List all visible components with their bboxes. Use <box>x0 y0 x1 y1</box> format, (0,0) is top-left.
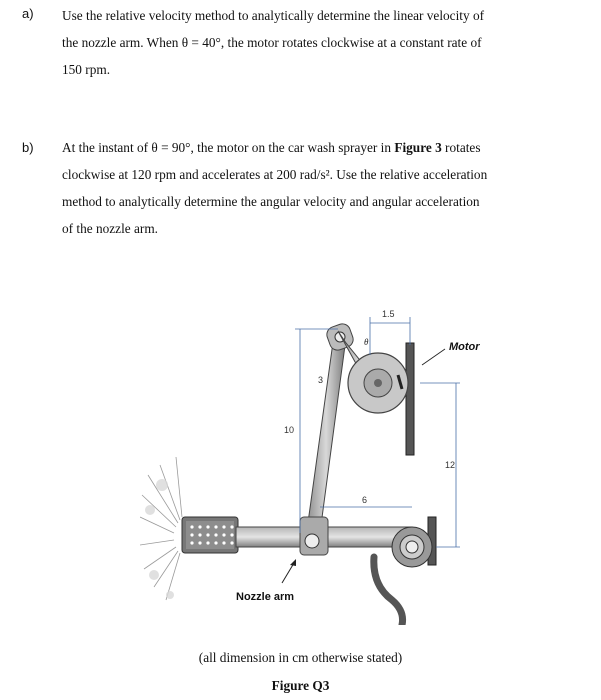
spray-lines <box>140 457 182 600</box>
figure-note: (all dimension in cm otherwise stated) <box>198 650 403 665</box>
part-a-line-2: the nozzle arm. When θ = 40°, the motor rotates clockwise at a constant rate of <box>62 35 482 50</box>
dim-1-5: 1.5 <box>382 309 395 319</box>
dim-10: 10 <box>284 425 295 435</box>
theta-symbol: θ <box>364 337 369 347</box>
part-b-line-4: of the nozzle arm. <box>62 221 158 236</box>
nozzle-arm-label: Nozzle arm <box>236 591 295 603</box>
part-b-text <box>62 134 562 242</box>
motor-leader <box>422 349 445 365</box>
figure-title: Figure Q3 <box>271 678 330 693</box>
lower-pivot <box>392 527 432 567</box>
motor-wheel <box>348 353 408 413</box>
part-a-text <box>62 2 562 83</box>
hose <box>374 557 403 625</box>
coupler-link <box>306 335 346 540</box>
spray-mist <box>145 479 174 599</box>
part-b-line-1-pre: At the instant of θ = 90°, the motor on the car wash sprayer in <box>62 140 395 155</box>
motor-plate <box>406 343 414 455</box>
motor-label: Motor <box>449 341 480 353</box>
part-a-line-3: 150 rpm. <box>62 62 111 77</box>
dim-12: 12 <box>445 460 456 470</box>
part-b-line-3: method to analytically determine the angular velocity and angular acceleration <box>62 194 480 209</box>
part-b-label: b) <box>22 140 34 155</box>
part-a-line-1: Use the relative velocity method to analytically determine the linear velocity of <box>62 8 485 23</box>
part-b-line-2: clockwise at 120 rpm and accelerates at 200 rad/s². Use the relative acceleration <box>62 167 488 182</box>
dim-6: 6 <box>362 495 368 505</box>
nozzle-arm-arrow <box>282 559 296 583</box>
part-a-label: a) <box>22 6 34 21</box>
figure-reference: Figure 3 <box>394 140 442 155</box>
dim-3: 3 <box>318 375 324 385</box>
car-wash-sprayer-figure <box>140 295 480 625</box>
part-b-line-1-post: rotates <box>441 140 481 155</box>
part-b-line-1 <box>62 134 562 161</box>
nozzle-head <box>182 517 238 553</box>
